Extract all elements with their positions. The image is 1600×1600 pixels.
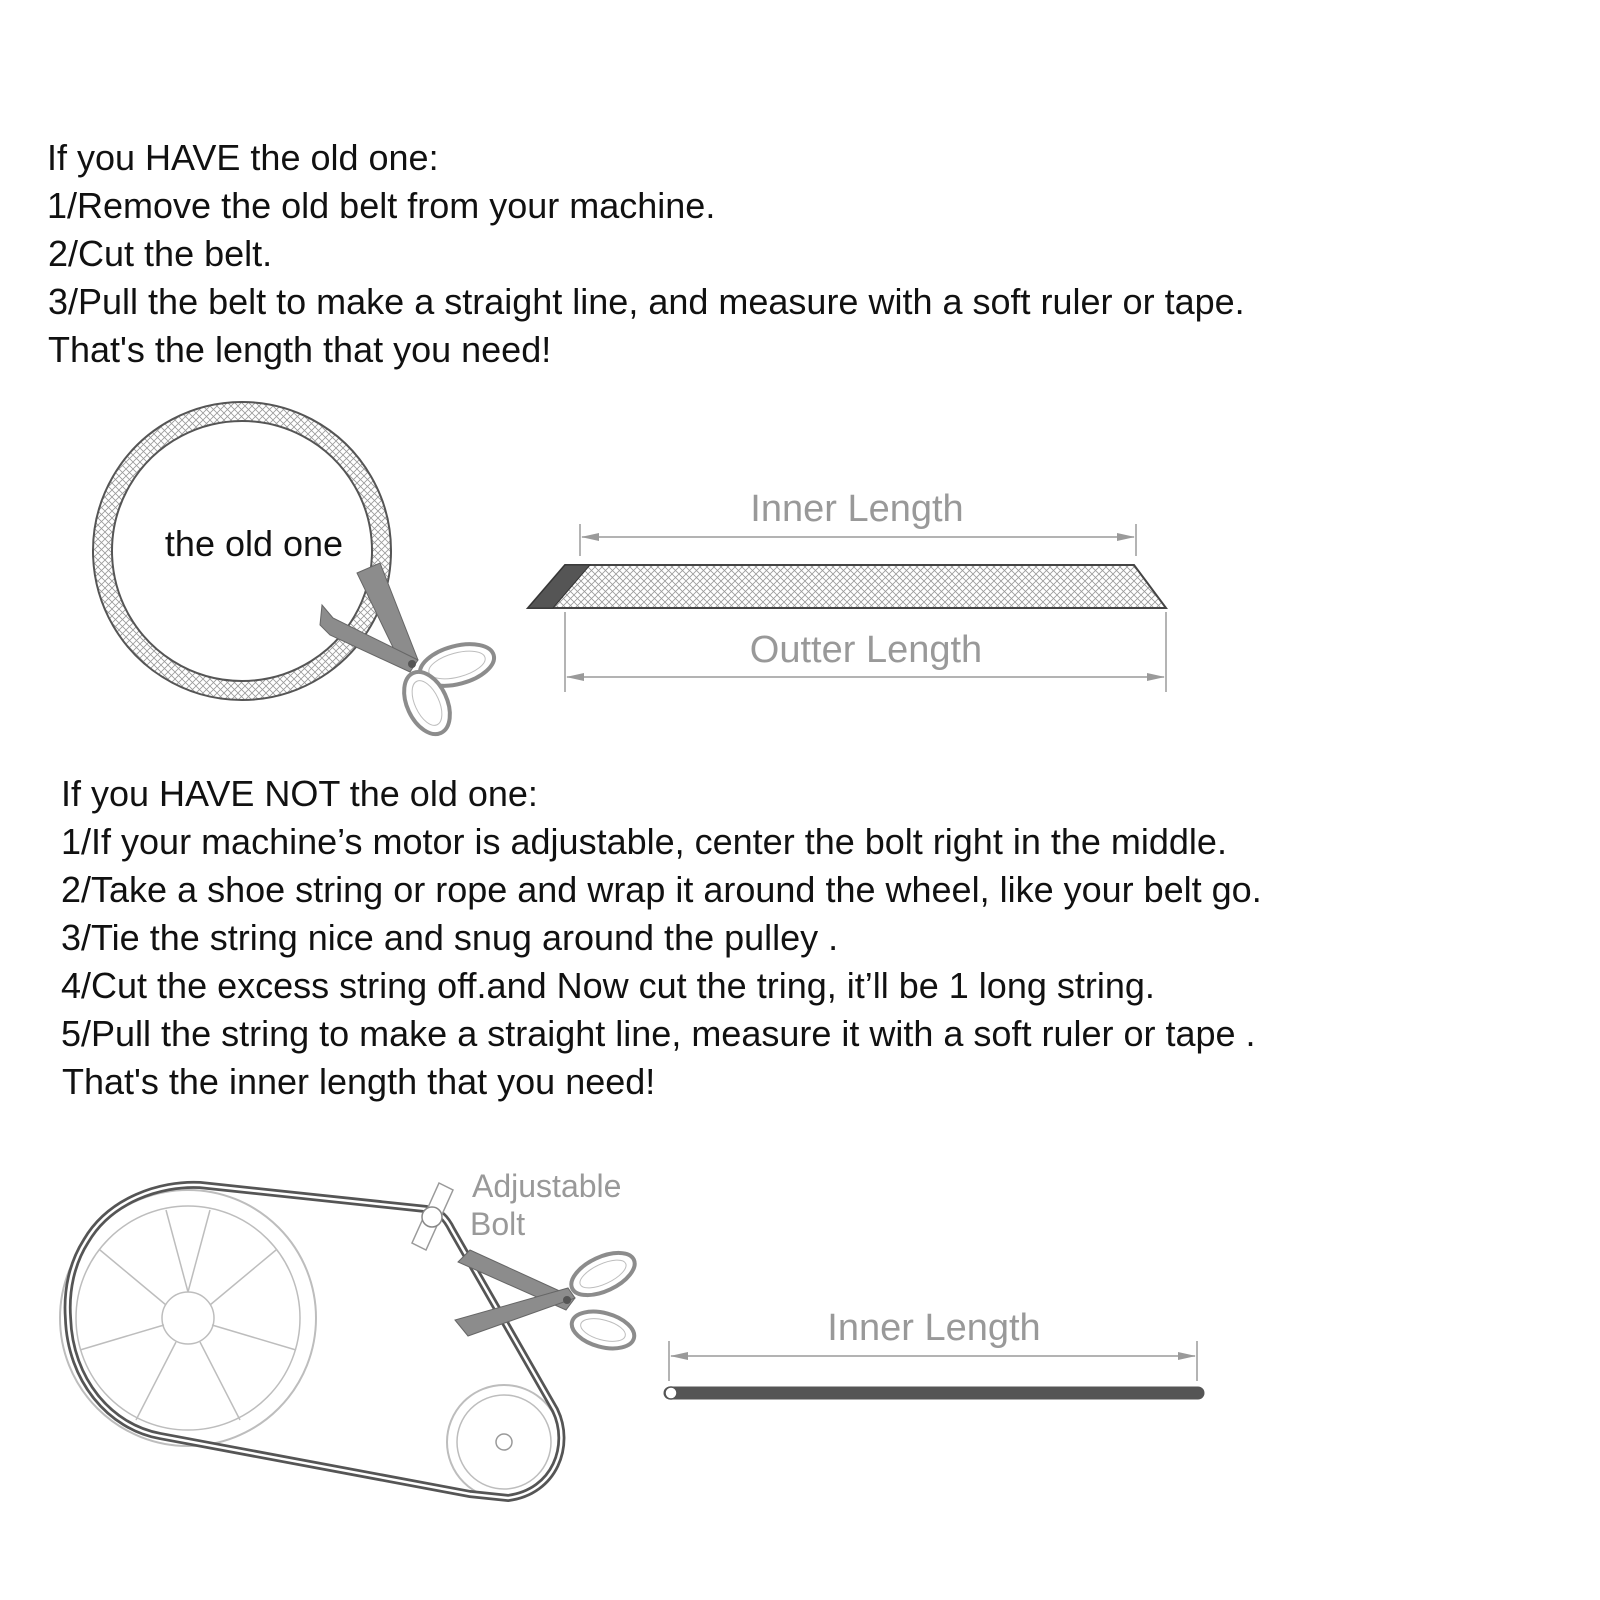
scissors-icon-2 xyxy=(455,1244,641,1354)
inner-length-label: Inner Length xyxy=(750,488,964,530)
section2-heading: If you HAVE NOT the old one: xyxy=(61,773,538,814)
flat-belt-cross-section xyxy=(528,565,1166,608)
section1-step-3: 3/Pull the belt to make a straight line, and measure with a soft ruler or tape. xyxy=(48,281,1245,322)
section2-step-4: 4/Cut the excess string off.and Now cut the tring, it’ll be 1 long string. xyxy=(61,965,1155,1006)
straight-string xyxy=(665,1387,1198,1399)
adjustable-bolt-label-line2: Bolt xyxy=(470,1206,526,1242)
adjustable-bolt-label-line1: Adjustable xyxy=(472,1168,622,1204)
section2-step-5: 5/Pull the string to make a straight line, measure it with a soft ruler or tape . xyxy=(61,1013,1256,1054)
section1-step-2: 2/Cut the belt. xyxy=(48,233,273,274)
section1-conclusion: That's the length that you need! xyxy=(48,329,552,370)
section1-heading: If you HAVE the old one: xyxy=(47,137,439,178)
section2-step-3: 3/Tie the string nice and snug around the pulley . xyxy=(61,917,839,958)
section2-step-1: 1/If your machine’s motor is adjustable, center the bolt right in the middle. xyxy=(61,821,1227,862)
section2-step-2: 2/Take a shoe string or rope and wrap it around the wheel, like your belt go. xyxy=(61,869,1262,910)
section2-conclusion: That's the inner length that you need! xyxy=(62,1061,656,1102)
section1-step-1: 1/Remove the old belt from your machine. xyxy=(47,185,716,226)
ring-label: the old one xyxy=(164,523,344,564)
inner-length-label-2: Inner Length xyxy=(827,1307,1041,1349)
outer-length-label: Outter Length xyxy=(749,629,983,671)
